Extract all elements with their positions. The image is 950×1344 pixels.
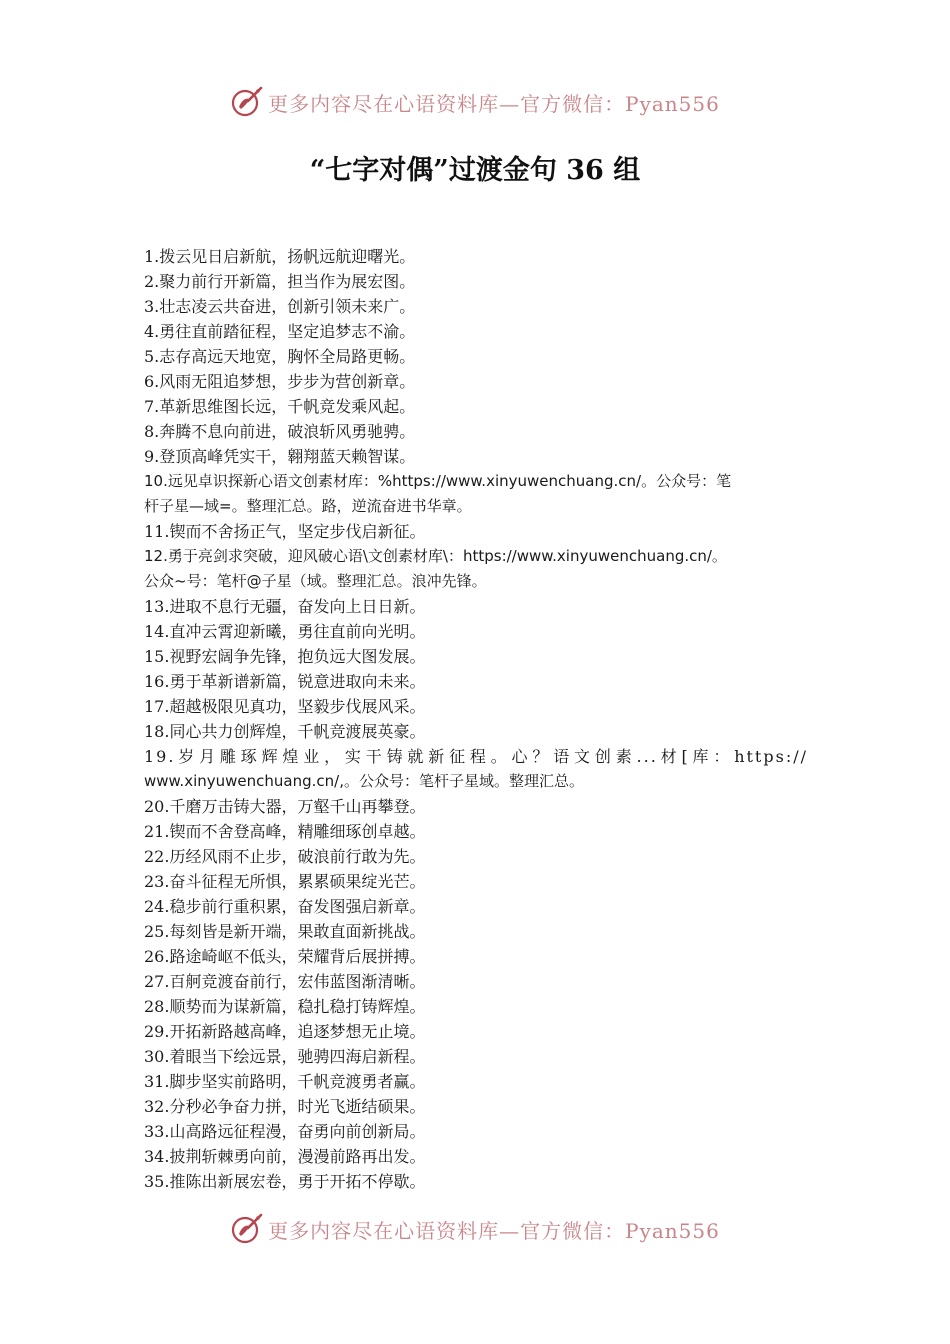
header-banner: [0, 82, 950, 122]
list-item: 6.风雨无阻追梦想，步步为营创新章。: [144, 372, 416, 391]
list-item: 3.壮志凌云共奋进，创新引领未来广。: [144, 297, 416, 316]
page-title: “七字对偶”过渡金句 36 组: [309, 155, 641, 186]
list-item: 29.开拓新路越高峰，追逐梦想无止境。: [144, 1022, 426, 1041]
list-item: 30.着眼当下绘远景，驰骋四海启新程。: [144, 1047, 426, 1066]
list-item: 31.脚步坚实前路明，千帆竞渡勇者赢。: [144, 1072, 426, 1091]
list-item: 26.路途崎岖不低头，荣耀背后展拼搏。: [144, 947, 426, 966]
list-item: 12.勇于亮剑求突破，迎风破心语\文创素材库\：https://www.xinyuwenchuang.cn/。: [144, 547, 727, 565]
list-item: 8.奔腾不息向前进，破浪斩风勇驰骋。: [144, 422, 416, 441]
banner-text: 更多内容尽在心语资料库—官方微信：Pyan556: [268, 1218, 720, 1243]
list-item: 25.每刻皆是新开端，果敢直面新挑战。: [144, 922, 426, 941]
list-item: 15.视野宏阔争先锋，抱负远大图发展。: [144, 647, 426, 666]
list-item: 23.奋斗征程无所惧，累累硕果绽光芒。: [144, 872, 426, 891]
list-item: 22.历经风雨不止步，破浪前行敢为先。: [144, 847, 426, 866]
list-item: 35.推陈出新展宏卷，勇于开拓不停歇。: [144, 1172, 426, 1191]
list-item: 34.披荆斩棘勇向前，漫漫前路再出发。: [144, 1147, 426, 1166]
list-item: 33.山高路远征程漫，奋勇向前创新局。: [144, 1122, 426, 1141]
list-item: 17.超越极限见真功，坚毅步伐展风采。: [144, 697, 426, 716]
list-item: 20.千磨万击铸大器，万壑千山再攀登。: [144, 797, 426, 816]
list-item: 16.勇于革新谱新篇，锐意进取向未来。: [144, 672, 426, 691]
list-item: 14.直冲云霄迎新曦，勇往直前向光明。: [144, 622, 426, 641]
list-item: 13.进取不息行无疆，奋发向上日日新。: [144, 597, 426, 616]
list-item: www.xinyuwenchuang.cn/,。公众号：笔杆子星域。整理汇总。: [144, 772, 584, 790]
list-item: 7.革新思维图长远，千帆竞发乘风起。: [144, 397, 416, 416]
list-item: 4.勇往直前踏征程，坚定追梦志不渝。: [144, 322, 416, 341]
list-item: 27.百舸竞渡奋前行，宏伟蓝图渐清晰。: [144, 972, 426, 991]
list-item: 5.志存高远天地宽，胸怀全局路更畅。: [144, 347, 416, 366]
list-item: 11.锲而不舍扬正气，坚定步伐启新征。: [144, 522, 426, 541]
list-item: 32.分秒必争奋力拼，时光飞逝结硕果。: [144, 1097, 426, 1116]
list-item: 28.顺势而为谋新篇，稳扎稳打铸辉煌。: [144, 997, 426, 1016]
banner-text: 更多内容尽在心语资料库—官方微信：Pyan556: [268, 91, 720, 116]
list-item: 2.聚力前行开新篇，担当作为展宏图。: [144, 272, 416, 291]
list-item: 19.岁月雕琢辉煌业，实干铸就新征程。心？语文创素...材[库：https://: [144, 747, 808, 766]
pen-logo-icon: [230, 85, 264, 119]
list-item: 10.远见卓识探新心语文创素材库：%https://www.xinyuwenchuang.cn/。公众号：笔: [144, 472, 732, 490]
list-item: 1.拨云见日启新航，扬帆远航迎曙光。: [144, 247, 416, 266]
sentence-list: [144, 244, 808, 1194]
list-item: 9.登顶高峰凭实干，翱翔蓝天赖智谋。: [144, 447, 416, 466]
pen-logo-icon: [230, 1212, 264, 1246]
list-item: 24.稳步前行重积累，奋发图强启新章。: [144, 897, 426, 916]
footer-banner: [0, 1209, 950, 1249]
list-item: 公众~号：笔杆@子星（域。整理汇总。浪冲先锋。: [144, 572, 487, 590]
list-item: 21.锲而不舍登高峰，精雕细琢创卓越。: [144, 822, 426, 841]
list-item: 18.同心共力创辉煌，千帆竞渡展英豪。: [144, 722, 426, 741]
list-item: 杆子星—域=。整理汇总。路，逆流奋进书华章。: [144, 497, 472, 515]
